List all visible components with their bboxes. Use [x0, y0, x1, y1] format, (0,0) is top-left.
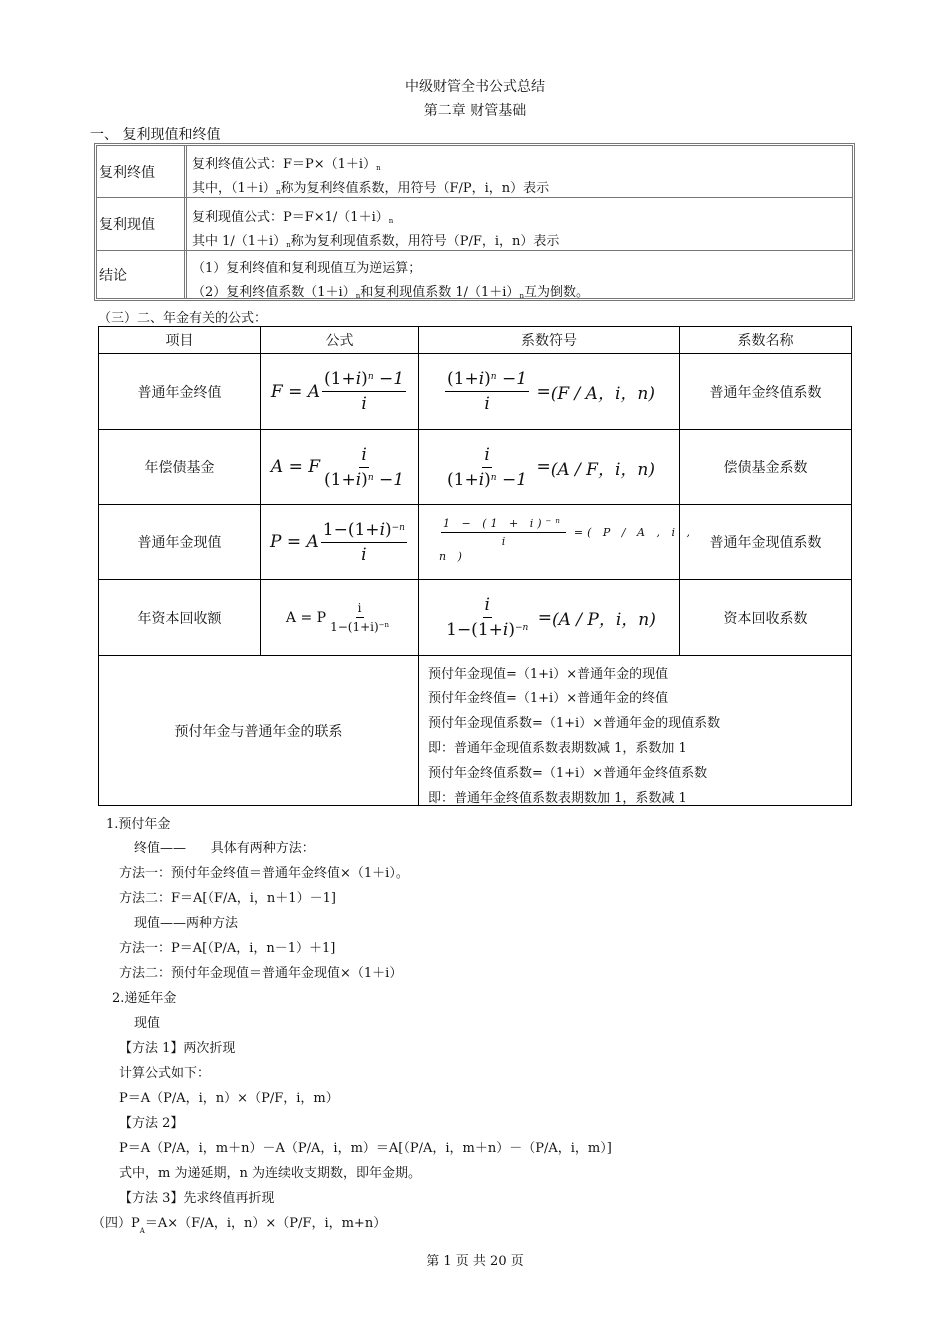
row-label: 结论	[97, 251, 187, 299]
annuity-formula-table	[98, 326, 852, 806]
document-title: 中级财管全书公式总结	[405, 79, 545, 95]
formula-text: 复利终值公式：$F=P\times(1+i)_n$	[192, 157, 381, 172]
description-text: 其中 $1/(1+i)_n$称为复利现值系数，用符号（P/F，i，n）表示	[192, 234, 560, 249]
header-item: 项目	[165, 333, 194, 349]
formula-text: 复利现值公式：$P=F\times 1/(1+i)_n$	[192, 210, 394, 225]
table-row	[97, 251, 852, 299]
compound-value-table	[94, 143, 855, 301]
body-line: 方法二：预付年金现值＝普通年金现值×（1＋i）	[119, 966, 403, 981]
conclusion-line-2: （2）复利终值系数$(1+i)_n$和复利现值系数 $1/(1+i)_n$互为倒数。	[192, 285, 589, 300]
description-text: 其中，$(1+i)_n$称为复利终值系数，用符号（F/P，i，n）表示	[192, 181, 550, 196]
row-item-annuity-fv: 普通年金终值	[137, 384, 222, 401]
symbol-sinking-fund: $\frac{i}{(1+i)^n -1}$ = (A / F，i，n)	[447, 444, 655, 490]
row-label: 复利终值	[97, 146, 187, 197]
body-line: 【方法 2】	[119, 1116, 184, 1131]
header-symbol: 系数符号	[521, 333, 577, 349]
body-line: 式中，m 为递延期，n 为连续收支期数，即年金期。	[119, 1166, 421, 1181]
table-row	[97, 146, 852, 198]
formula-annuity-pv: P = A $\frac{1-(1+i)^{-n}}{i}$	[270, 519, 405, 565]
header-name: 系数名称	[737, 333, 794, 349]
relation-line: 预付年金现值系数=（1+i）×普通年金的现值系数	[428, 716, 721, 731]
relation-line: 即：普通年金现值系数表期数减 1，系数加 1	[428, 741, 687, 756]
row-name-capital-recovery: 资本回收系数	[723, 610, 808, 627]
relation-line: 预付年金现值=（1+i）×普通年金的现值	[428, 667, 669, 682]
body-line: 2.递延年金	[112, 991, 177, 1006]
row-item-annuity-pv: 普通年金现值	[137, 535, 222, 551]
body-line: 现值	[134, 1016, 161, 1031]
row-name-sinking-fund: 偿债基金系数	[723, 460, 808, 476]
symbol-annuity-pv: $\frac{1 - (1 + i)^{-n}}{i}$ = ( P / A , i , n )	[439, 517, 694, 563]
body-line: 现值——两种方法	[134, 916, 239, 931]
row-label: 复利现值	[97, 198, 187, 250]
body-line: （四）$P_A=A\times(F/A$，i，n）×（P/F，i，m+n）	[92, 1216, 387, 1235]
page-footer: 第 1 页 共 20 页	[426, 1254, 524, 1269]
body-line: 终值—— 具体有两种方法：	[134, 841, 315, 856]
row-item-sinking-fund: 年偿债基金	[144, 460, 215, 476]
body-line: 方法一：预付年金终值＝普通年金终值×（1＋i）。	[119, 866, 409, 881]
section-heading-1: 一、 复利现值和终值	[90, 127, 221, 143]
row-name-annuity-fv: 普通年金终值系数	[709, 384, 822, 401]
body-line: 【方法 3】先求终值再折现	[119, 1191, 275, 1206]
body-line: P＝A（P/A，i，n）×（P/F，i，m）	[119, 1091, 339, 1106]
body-line: 方法二：F＝A[（F/A，i，n＋1）－1]	[119, 891, 336, 906]
symbol-annuity-fv: $\frac{(1+i)^n -1}{i}$ = (F / A，i，n)	[447, 369, 655, 414]
relation-line: 即：普通年金终值系数表期数加 1，系数减 1	[428, 791, 687, 806]
relation-line: 预付年金终值系数=（1+i）×普通年金终值系数	[428, 766, 708, 781]
formula-sinking-fund: A = F $\frac{i}{(1+i)^n -1}$	[270, 444, 405, 490]
row-name-annuity-pv: 普通年金现值系数	[709, 535, 822, 551]
body-line: 【方法 1】两次折现	[119, 1041, 236, 1056]
table-row	[97, 198, 852, 251]
conclusion-line-1: （1）复利终值和复利现值互为逆运算；	[192, 261, 422, 276]
row-item-capital-recovery: 年资本回收额	[137, 610, 222, 627]
header-formula: 公式	[325, 333, 354, 349]
formula-capital-recovery: A = P $\frac{i}{1-(1+i)^{-n}}$	[285, 601, 390, 634]
body-line: 方法一：P＝A[（P/A，i，n－1）＋1]	[119, 941, 336, 956]
section-heading-3: （三）二、年金有关的公式：	[98, 311, 268, 326]
body-line: P＝A（P/A，i，m＋n）－A（P/A，i，m）＝A[（P/A，i，m＋n）－（P/A，i，m）]	[119, 1141, 612, 1156]
chapter-title: 第二章 财管基础	[423, 103, 527, 119]
body-line: 1.预付年金	[106, 817, 171, 832]
relation-label: 预付年金与普通年金的联系	[174, 723, 343, 740]
symbol-capital-recovery: $\frac{i}{1-(1+i)^{-n}}$ = (A / P，i，n)	[446, 595, 656, 640]
body-line: 计算公式如下：	[119, 1066, 211, 1081]
formula-annuity-fv: F = A $\frac{(1+i)^n -1}{i}$	[270, 369, 405, 414]
relation-line: 预付年金终值=（1+i）×普通年金的终值	[428, 691, 669, 706]
